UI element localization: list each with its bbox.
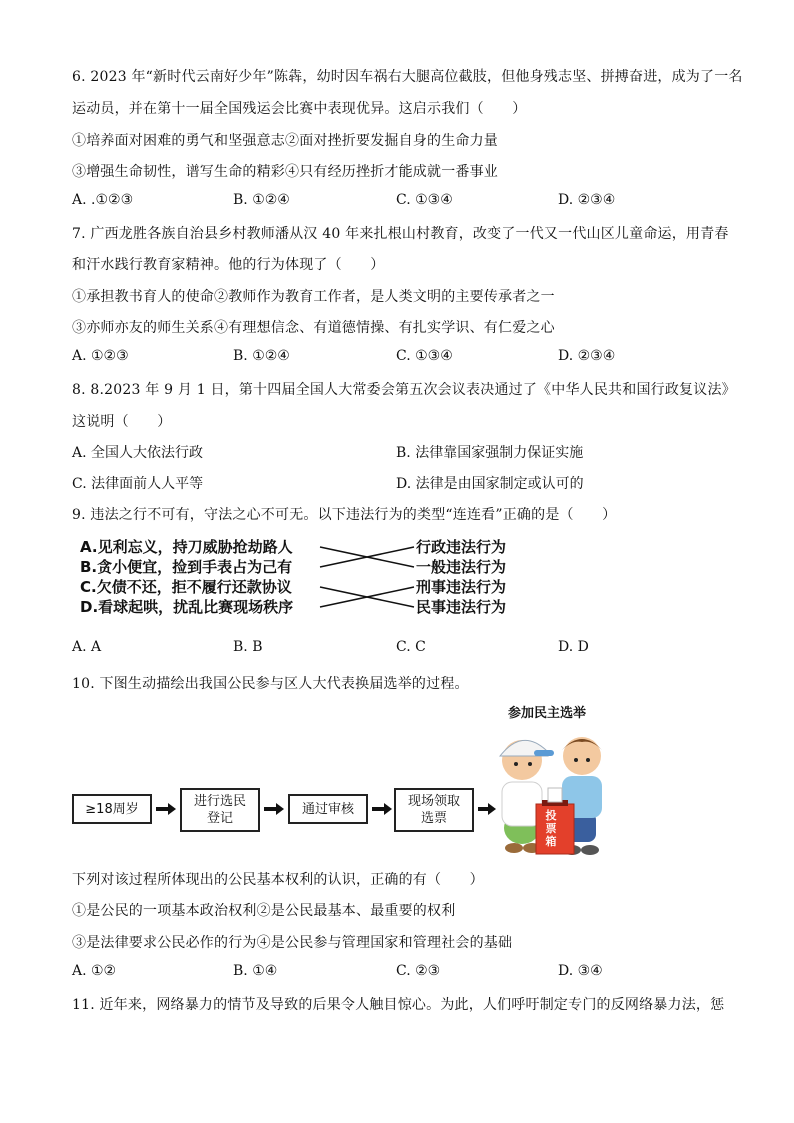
q6-stem-line2: 运动员，并在第十一届全国残运会比赛中表现优异。这启示我们（ ） <box>72 101 527 117</box>
q7-option-a[interactable]: A. ①②③ <box>72 348 129 364</box>
q11-stem-line1: 11. 近年来，网络暴力的情节及导致的后果令人触目惊心。为此，人们呼吁制定专门的反网络暴力法，惩 <box>72 997 725 1013</box>
q6-option-d[interactable]: D. ②③④ <box>558 192 616 208</box>
q7-stem-line1: 7. 广西龙胜各族自治县乡村教师潘从汉 40 年来扎根山村教育，改变了一代又一代山区儿童命运，用青春 <box>72 226 729 242</box>
q8-option-c[interactable]: C. 法律面前人人平等 <box>72 476 204 492</box>
q9-right-item-3: 刑事违法行为 <box>416 578 507 596</box>
q8-options-row2 <box>72 473 732 493</box>
q10-arrow-head-2 <box>276 803 284 815</box>
q7-option-d[interactable]: D. ②③④ <box>558 348 616 364</box>
q7-statement-line1: ①承担教书育人的使命②教师作为教育工作者，是人类文明的主要传承者之一 <box>72 289 555 305</box>
q8-option-b[interactable]: B. 法律靠国家强制力保证实施 <box>396 445 584 461</box>
q10-child1-cap-brim <box>534 750 554 756</box>
q9-connector-lines <box>80 536 540 620</box>
q10-option-b[interactable]: B. ①④ <box>233 963 278 979</box>
q8-option-a[interactable]: A. 全国人大依法行政 <box>72 445 204 461</box>
q7-stem-line2: 和汗水践行教育家精神。他的行为体现了（ ） <box>72 257 385 273</box>
q9-left-item-b: B.贪小便宜，捡到手表占为己有 <box>80 558 293 576</box>
q9-matching-figure <box>80 536 540 620</box>
q9-right-item-1: 行政违法行为 <box>416 538 507 556</box>
q6-options <box>72 192 732 212</box>
q7-option-b[interactable]: B. ①②④ <box>233 348 290 364</box>
q10-flow-step-age: ≥18周岁 <box>72 794 152 824</box>
q10-option-a[interactable]: A. ①② <box>72 963 117 979</box>
q10-arrow-head-3 <box>384 803 392 815</box>
q10-ballot-paper <box>548 788 562 802</box>
q6-option-a[interactable]: A. .①②③ <box>72 192 134 208</box>
q6-statement-line2: ③增强生命韧性，谱写生命的精彩④只有经历挫折才能成就一番事业 <box>72 164 498 180</box>
q9-option-b[interactable]: B. B <box>233 639 263 655</box>
q6-option-b[interactable]: B. ①②④ <box>233 192 290 208</box>
q6-option-c[interactable]: C. ①③④ <box>396 192 453 208</box>
q10-flow-step-ballot: 现场领取 选票 <box>394 788 474 832</box>
q10-option-d[interactable]: D. ③④ <box>558 963 603 979</box>
q10-flow-step-review: 通过审核 <box>288 794 368 824</box>
q10-statement-line1: ①是公民的一项基本政治权利②是公民最基本、最重要的权利 <box>72 903 456 919</box>
q10-arrow-1 <box>156 807 168 811</box>
q9-left-item-c: C.欠债不还，拒不履行还款协议 <box>80 578 292 596</box>
q9-right-item-2: 一般违法行为 <box>416 558 507 576</box>
q9-option-a[interactable]: A. A <box>72 639 102 655</box>
q10-stem: 10. 下图生动描绘出我国公民参与区人大代表换届选举的过程。 <box>72 676 469 692</box>
q8-options-row1 <box>72 442 732 462</box>
q10-child2-face <box>563 737 601 775</box>
q9-options <box>72 639 732 659</box>
q10-arrow-2 <box>264 807 276 811</box>
q10-arrow-3 <box>372 807 384 811</box>
q8-stem-line1: 8. 8.2023 年 9 月 1 日，第十四届全国人大常委会第五次会议表决通过了《中华人民共和国行政复议法》 <box>72 382 736 398</box>
q10-question-line: 下列对该过程所体现出的公民基本权利的认识，正确的有（ ） <box>72 872 484 888</box>
q7-statement-line2: ③亦师亦友的师生关系④有理想信念、有道德情操、有扎实学识、有仁爱之心 <box>72 320 555 336</box>
q9-stem: 9. 违法之行不可有，守法之心不可无。以下违法行为的类型“连连看”正确的是（ ） <box>72 507 617 523</box>
q8-stem-line2: 这说明（ ） <box>72 414 172 430</box>
q7-option-c[interactable]: C. ①③④ <box>396 348 453 364</box>
q9-option-c[interactable]: C. C <box>396 639 426 655</box>
q10-option-c[interactable]: C. ②③ <box>396 963 441 979</box>
q10-illustration-title: 参加民主选举 <box>508 706 587 721</box>
q6-stem-line1: 6. 2023 年“新时代云南好少年”陈犇，幼时因车祸右大腿高位截肢，但他身残志坚、拼搏奋进，成为了一名 <box>72 69 743 85</box>
q10-arrow-4 <box>478 807 488 811</box>
q10-flow-figure <box>72 700 632 860</box>
q10-ballot-box-label: 投 票 箱 <box>545 809 557 848</box>
q7-options <box>72 348 732 368</box>
q10-options <box>72 963 732 983</box>
q6-statement-line1: ①培养面对困难的勇气和坚强意志②面对挫折要发掘自身的生命力量 <box>72 133 498 149</box>
q8-option-d[interactable]: D. 法律是由国家制定或认可的 <box>396 476 584 492</box>
q10-flow-step-register: 进行选民 登记 <box>180 788 260 832</box>
q9-option-d[interactable]: D. D <box>558 639 589 655</box>
q10-arrow-head-1 <box>168 803 176 815</box>
q10-statement-line2: ③是法律要求公民必作的行为④是公民参与管理国家和管理社会的基础 <box>72 935 513 951</box>
q9-right-item-4: 民事违法行为 <box>416 598 507 616</box>
q9-left-item-d: D.看球起哄，扰乱比赛现场秩序 <box>80 598 294 616</box>
q9-left-item-a: A.见利忘义，持刀威胁抢劫路人 <box>80 538 293 556</box>
